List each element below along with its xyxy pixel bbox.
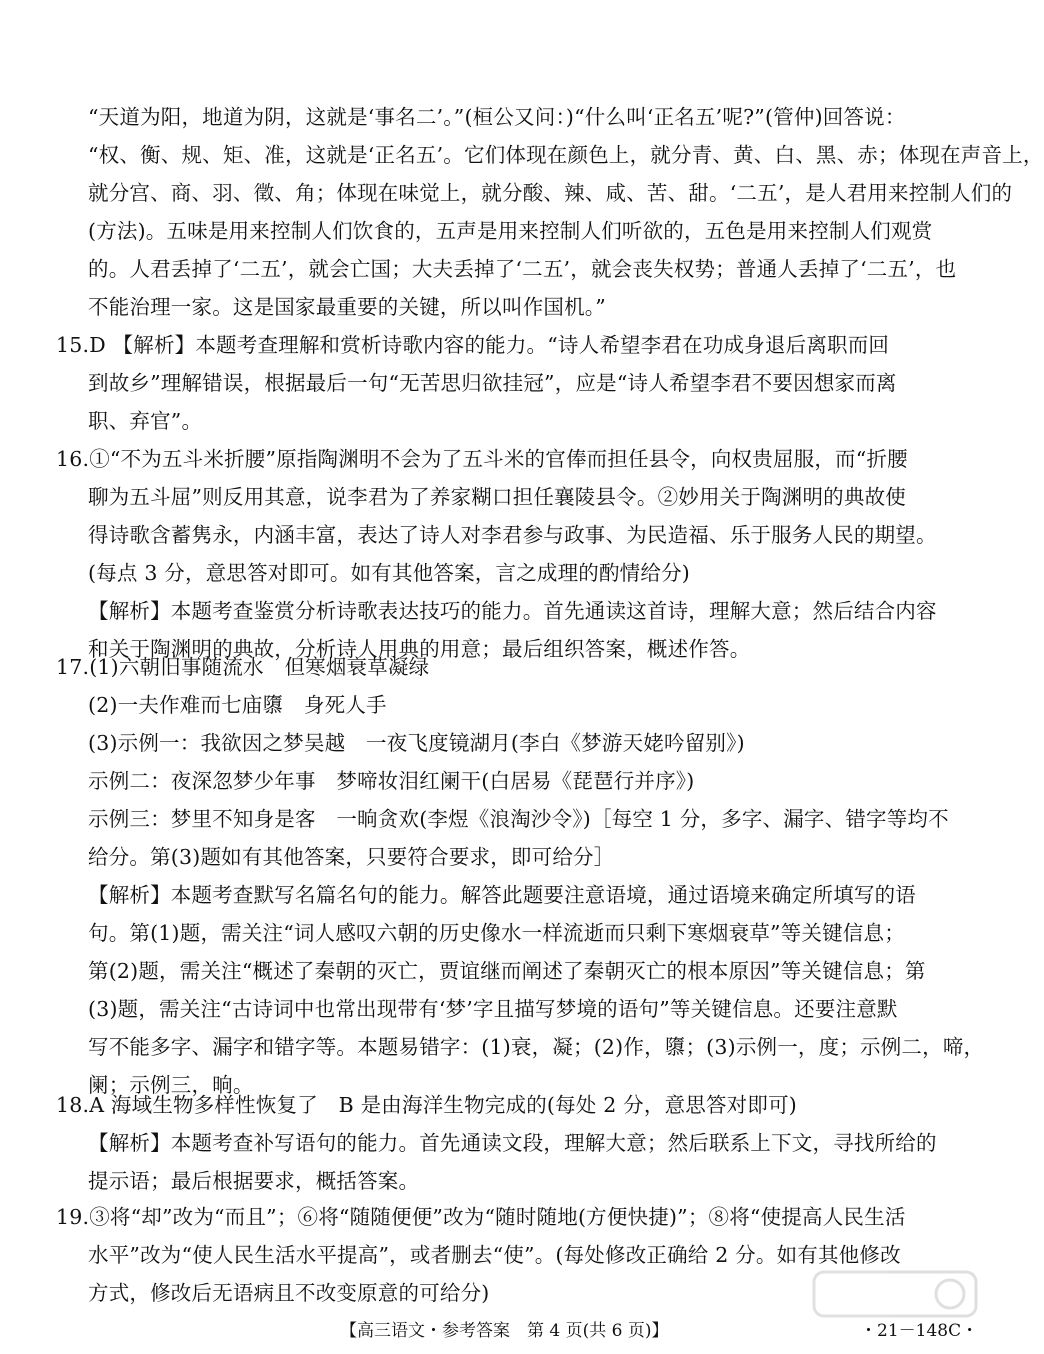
intro-line-4: (方法)。五味是用来控制人们饮食的，五声是用来控制人们听欲的，五色是用来控制人们观赏 — [88, 219, 933, 243]
answer-18 — [56, 1086, 937, 1200]
answer-17-line-9: 第(2)题，需关注“概述了秦朝的灭亡，贾谊继而阐述了秦朝灭亡的根本原因”等关键信息；第 — [88, 959, 926, 983]
answer-17 — [56, 648, 985, 1104]
answer-15-line-2: 到故乡”理解错误，根据最后一句“无苦思归欲挂冠”，应是“诗人希望李君不要因想家而离 — [88, 371, 897, 395]
answer-18-line-2: 【解析】本题考查补写语句的能力。首先通读文段，理解大意；然后联系上下文，寻找所给的 — [88, 1131, 937, 1155]
answer-17-line-6: 给分。第(3)题如有其他答案，只要符合要求，即可给分］ — [88, 845, 615, 869]
footer-code: ・21－148C・ — [860, 1321, 979, 1341]
answer-17-line-8: 句。第(1)题，需关注“词人感叹六朝的历史像水一样流逝而只剩下寒烟衰草”等关键信息； — [88, 921, 905, 945]
answer-18-line-1: 18.A 海域生物多样性恢复了 B 是由海洋生物完成的(每处 2 分，意思答对即可) — [56, 1093, 797, 1117]
answer-17-line-11: 写不能多字、漏字和错字等。本题易错字：(1)衰，凝；(2)作，隳；(3)示例一，度；示例二，啼， — [88, 1035, 985, 1059]
answer-19-line-3: 方式，修改后无语病且不改变原意的可给分) — [88, 1281, 490, 1305]
answer-18-line-3: 提示语；最后根据要求，概括答案。 — [88, 1169, 420, 1193]
answer-16-line-1: 16.①“不为五斗米折腰”原指陶渊明不会为了五斗米的官俸而担任县令，向权贵屈服，而“折腰 — [56, 447, 908, 471]
answer-17-line-4: 示例二：夜深忽梦少年事 梦啼妆泪红阑干(白居易《琵琶行并序》) — [88, 769, 695, 793]
answer-16 — [56, 440, 937, 668]
watermark-logo-icon — [810, 1264, 980, 1324]
answer-19-line-1: 19.③将“却”改为“而且”；⑥将“随随便便”改为“随时随地(方便快捷)”；⑧将“使提高人民生活 — [56, 1205, 906, 1229]
answer-19 — [56, 1198, 916, 1312]
answer-17-line-2: (2)一夫作难而七庙隳 身死人手 — [88, 693, 387, 717]
answer-16-line-6: 和关于陶渊明的典故，分析诗人用典的用意；最后组织答案，概述作答。 — [88, 637, 751, 661]
answer-17-line-3: (3)示例一：我欲因之梦吴越 一夜飞度镜湖月(李白《梦游天姥吟留别》) — [88, 731, 745, 755]
intro-line-5: 的。人君丢掉了‘二五’，就会亡国；大夫丢掉了‘二五’，就会丧失权势；普通人丢掉了‘二五’，也 — [88, 257, 957, 281]
answer-16-line-5: 【解析】本题考查鉴赏分析诗歌表达技巧的能力。首先通读这首诗，理解大意；然后结合内容 — [88, 599, 937, 623]
answer-17-line-5: 示例三：梦里不知身是客 一晌贪欢(李煜《浪淘沙令》)［每空 1 分，多字、漏字、错字等均不 — [88, 807, 949, 831]
answer-17-line-7: 【解析】本题考查默写名篇名句的能力。解答此题要注意语境，通过语境来确定所填写的语 — [88, 883, 916, 907]
intro-line-6: 不能治理一家。这是国家最重要的关键，所以叫作国机。” — [88, 295, 606, 319]
answer-16-line-3: 得诗歌含蓄隽永，内涵丰富，表达了诗人对李君参与政事、为民造福、乐于服务人民的期望。 — [88, 523, 937, 547]
intro-line-1: “天道为阳，地道为阴，这就是‘事名二’。”(桓公又问：)“什么叫‘正名五’呢?”(管仲)回答说： — [88, 105, 906, 129]
intro-translation — [88, 98, 1044, 326]
answer-17-line-12: 阑；示例三，晌。 — [88, 1073, 254, 1097]
answer-19-line-2: 水平”改为“使人民生活水平提高”，或者删去“使”。(每处修改正确给 2 分。如有其他修改 — [88, 1243, 901, 1267]
answer-17-line-1: 17.(1)六朝旧事随流水 但寒烟衰草凝绿 — [56, 655, 430, 679]
answer-16-line-2: 聊为五斗屈”则反用其意，说李君为了养家糊口担任襄陵县令。②妙用关于陶渊明的典故使 — [88, 485, 906, 509]
answer-16-line-4: (每点 3 分，意思答对即可。如有其他答案，言之成理的酌情给分) — [88, 561, 690, 585]
intro-line-2: “权、衡、规、矩、准，这就是‘正名五’。它们体现在颜色上，就分青、黄、白、黑、赤；体现在声音上， — [88, 143, 1044, 167]
answer-15-line-3: 职、弃官”。 — [88, 409, 203, 433]
intro-line-3: 就分宫、商、羽、徵、角；体现在味觉上，就分酸、辣、咸、苦、甜。‘二五’，是人君用来控制人们的 — [88, 181, 1013, 205]
answer-15 — [56, 326, 916, 440]
answer-15-line-1: 15.D 【解析】本题考查理解和赏析诗歌内容的能力。“诗人希望李君在功成身退后离职而回 — [56, 333, 890, 357]
answer-17-line-10: (3)题，需关注“古诗词中也常出现带有‘梦’字且描写梦境的语句”等关键信息。还要注意默 — [88, 997, 898, 1021]
footer-page-info: 【高三语文・参考答案 第 4 页(共 6 页)】 — [340, 1321, 669, 1341]
